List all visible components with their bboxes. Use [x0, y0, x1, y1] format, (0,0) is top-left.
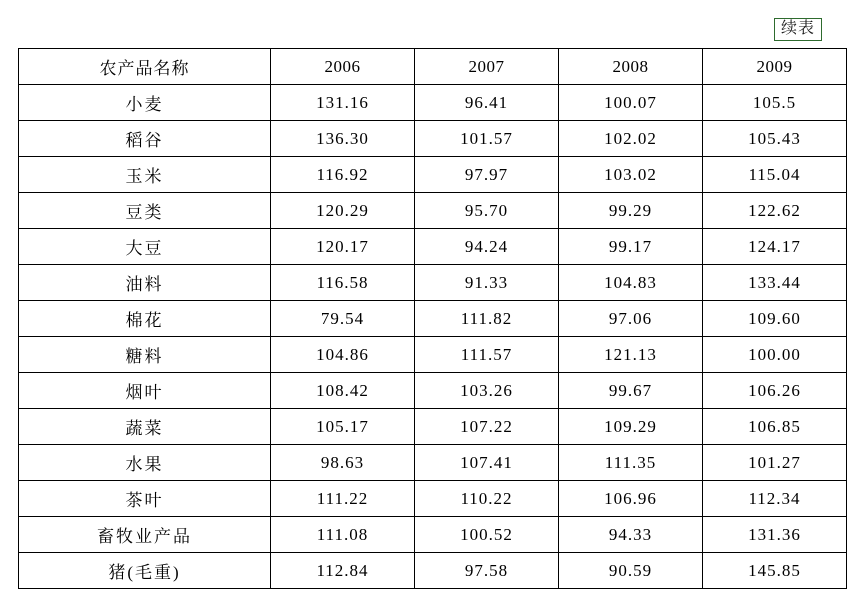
cell-value: 106.85	[703, 409, 847, 445]
table-row	[19, 121, 847, 157]
cell-value: 108.42	[271, 373, 415, 409]
cell-value: 100.00	[703, 337, 847, 373]
cell-value: 124.17	[703, 229, 847, 265]
row-label: 稻谷	[19, 121, 271, 157]
row-label: 棉花	[19, 301, 271, 337]
cell-value: 107.41	[415, 445, 559, 481]
cell-value: 94.33	[559, 517, 703, 553]
table-row	[19, 85, 847, 121]
table-row	[19, 409, 847, 445]
table-row	[19, 337, 847, 373]
cell-value: 122.62	[703, 193, 847, 229]
row-label: 水果	[19, 445, 271, 481]
row-label: 蔬菜	[19, 409, 271, 445]
cell-value: 97.58	[415, 553, 559, 589]
cell-value: 131.36	[703, 517, 847, 553]
row-label: 猪(毛重)	[19, 553, 271, 589]
table-body	[19, 85, 847, 589]
cell-value: 105.17	[271, 409, 415, 445]
cell-value: 99.67	[559, 373, 703, 409]
cell-value: 121.13	[559, 337, 703, 373]
table-row	[19, 373, 847, 409]
table-row	[19, 301, 847, 337]
cell-value: 136.30	[271, 121, 415, 157]
table-header	[19, 49, 847, 85]
cell-value: 100.07	[559, 85, 703, 121]
cell-value: 133.44	[703, 265, 847, 301]
cell-value: 120.17	[271, 229, 415, 265]
cell-value: 106.96	[559, 481, 703, 517]
cell-value: 106.26	[703, 373, 847, 409]
cell-value: 91.33	[415, 265, 559, 301]
cell-value: 111.82	[415, 301, 559, 337]
column-header-2009: 2009	[703, 49, 847, 85]
cell-value: 107.22	[415, 409, 559, 445]
cell-value: 145.85	[703, 553, 847, 589]
cell-value: 100.52	[415, 517, 559, 553]
cell-value: 120.29	[271, 193, 415, 229]
cell-value: 99.29	[559, 193, 703, 229]
column-header-2008: 2008	[559, 49, 703, 85]
cell-value: 103.26	[415, 373, 559, 409]
table-row	[19, 193, 847, 229]
cell-value: 111.22	[271, 481, 415, 517]
cell-value: 95.70	[415, 193, 559, 229]
table-row	[19, 265, 847, 301]
cell-value: 111.57	[415, 337, 559, 373]
column-header-2007: 2007	[415, 49, 559, 85]
row-label: 烟叶	[19, 373, 271, 409]
row-label: 茶叶	[19, 481, 271, 517]
cell-value: 103.02	[559, 157, 703, 193]
cell-value: 109.29	[559, 409, 703, 445]
cell-value: 98.63	[271, 445, 415, 481]
cell-value: 97.06	[559, 301, 703, 337]
cell-value: 110.22	[415, 481, 559, 517]
cell-value: 94.24	[415, 229, 559, 265]
cell-value: 101.27	[703, 445, 847, 481]
column-header-2006: 2006	[271, 49, 415, 85]
cell-value: 96.41	[415, 85, 559, 121]
cell-value: 115.04	[703, 157, 847, 193]
table-row	[19, 157, 847, 193]
cell-value: 109.60	[703, 301, 847, 337]
cell-value: 90.59	[559, 553, 703, 589]
table-row	[19, 517, 847, 553]
cell-value: 79.54	[271, 301, 415, 337]
cell-value: 112.84	[271, 553, 415, 589]
cell-value: 112.34	[703, 481, 847, 517]
row-label: 糖料	[19, 337, 271, 373]
cell-value: 104.83	[559, 265, 703, 301]
cell-value: 105.43	[703, 121, 847, 157]
row-label: 豆类	[19, 193, 271, 229]
row-label: 大豆	[19, 229, 271, 265]
column-header-product: 农产品名称	[19, 49, 271, 85]
cell-value: 131.16	[271, 85, 415, 121]
cell-value: 116.92	[271, 157, 415, 193]
continuation-label: 续表	[774, 18, 822, 41]
table-header-row	[19, 49, 847, 85]
table-row	[19, 553, 847, 589]
row-label: 玉米	[19, 157, 271, 193]
cell-value: 105.5	[703, 85, 847, 121]
cell-value: 99.17	[559, 229, 703, 265]
table-container	[18, 48, 846, 589]
row-label: 小麦	[19, 85, 271, 121]
cell-value: 116.58	[271, 265, 415, 301]
agricultural-price-index-table	[18, 48, 847, 589]
table-row	[19, 229, 847, 265]
cell-value: 111.35	[559, 445, 703, 481]
cell-value: 97.97	[415, 157, 559, 193]
cell-value: 111.08	[271, 517, 415, 553]
row-label: 油料	[19, 265, 271, 301]
cell-value: 102.02	[559, 121, 703, 157]
row-label: 畜牧业产品	[19, 517, 271, 553]
cell-value: 101.57	[415, 121, 559, 157]
table-row	[19, 445, 847, 481]
table-row	[19, 481, 847, 517]
cell-value: 104.86	[271, 337, 415, 373]
